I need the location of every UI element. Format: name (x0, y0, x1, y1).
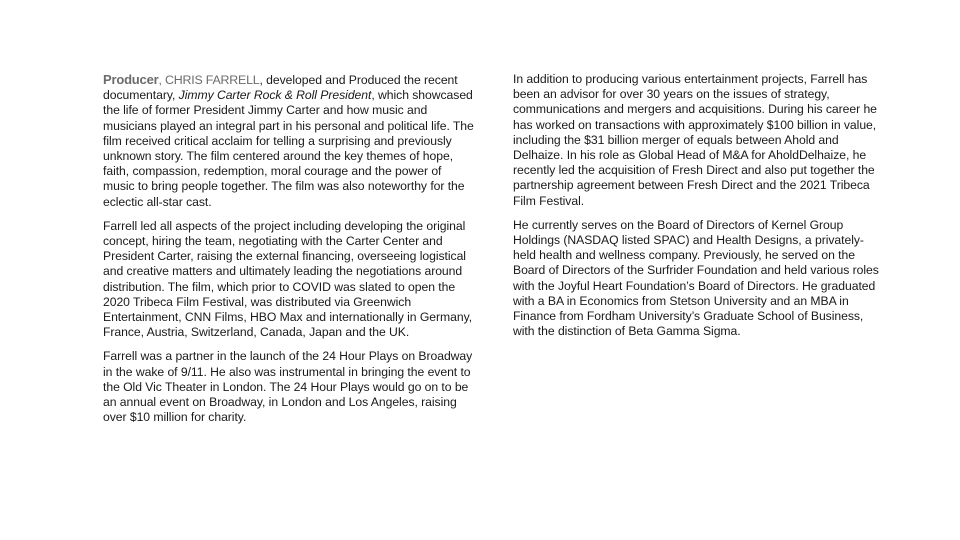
bio-paragraph-project: Farrell led all aspects of the project including developing the original concept, hiring the team, negotiating with the Carter Center and President Carter, raising the external financing, overseeing logistical and creative matters and ultimately leading the negotiations around distribution. The film, which prior to COVID was slated to open the 2020 Tribeca Film Festival, was distributed via Greenwich Entertainment, CNN Films, HBO Max and internationally in Germany, France, Austria, Switzerland, Canada, Japan and the UK. (103, 218, 473, 340)
right-column (513, 72, 885, 348)
producer-name: CHRIS FARRELL (164, 73, 260, 87)
left-column (103, 72, 475, 434)
bio-paragraph-boards: He currently serves on the Board of Directors of Kernel Group Holdings (NASDAQ listed SPAC) and Health Designs, a privately-held health and wellness company. Previously, he served on the Board of Directors of the Surfrider Foundation and held various roles with the Joyful Heart Foundation’s Board of Directors. He graduated with a BA in Economics from Stetson University and an MBA in Finance from Fordham University’s Graduate School of Business, with the distinction of Beta Gamma Sigma. (513, 217, 879, 339)
bio-paragraph-advisor: In addition to producing various entertainment projects, Farrell has been an advisor for over 30 years on the issues of strategy, communications and mergers and acquisitions. During his career he has worked on transactions with approximately $100 billion in value, including the $31 billion merger of equals between Ahold and Delhaize. In his role as Global Head of M&A for AholdDelhaize, he recently led the acquisition of Fresh Direct and also put together the partnership agreement between Fresh Direct and the 2021 Tribeca Film Festival. (513, 72, 877, 208)
bio-paragraph-intro (103, 72, 475, 210)
intro-text-b: , which showcased the life of former President Jimmy Carter and how music and musicians played an integral part in his personal and political life. The film received critical acclaim for telling a surprising and previously unknown story. The film centered around the key themes of hope, faith, compassion, redemption, moral courage and the power of music to bring people together. The film was also noteworthy for the eclectic all-star cast. (103, 88, 474, 209)
role-separator: , (158, 73, 165, 87)
film-title: Jimmy Carter Rock & Roll President (178, 88, 372, 103)
intro-text-a: , developed and Produced the recent documentary, (103, 73, 458, 103)
role-label: Producer (103, 72, 159, 87)
bio-paragraph-24-hour-plays: Farrell was a partner in the launch of the 24 Hour Plays on Broadway in the wake of 9/11. He also was instrumental in bringing the event to the Old Vic Theater in London. The 24 Hour Plays would go on to be an annual event on Broadway, in London and Los Angeles, raising over $10 million for charity. (103, 349, 473, 425)
